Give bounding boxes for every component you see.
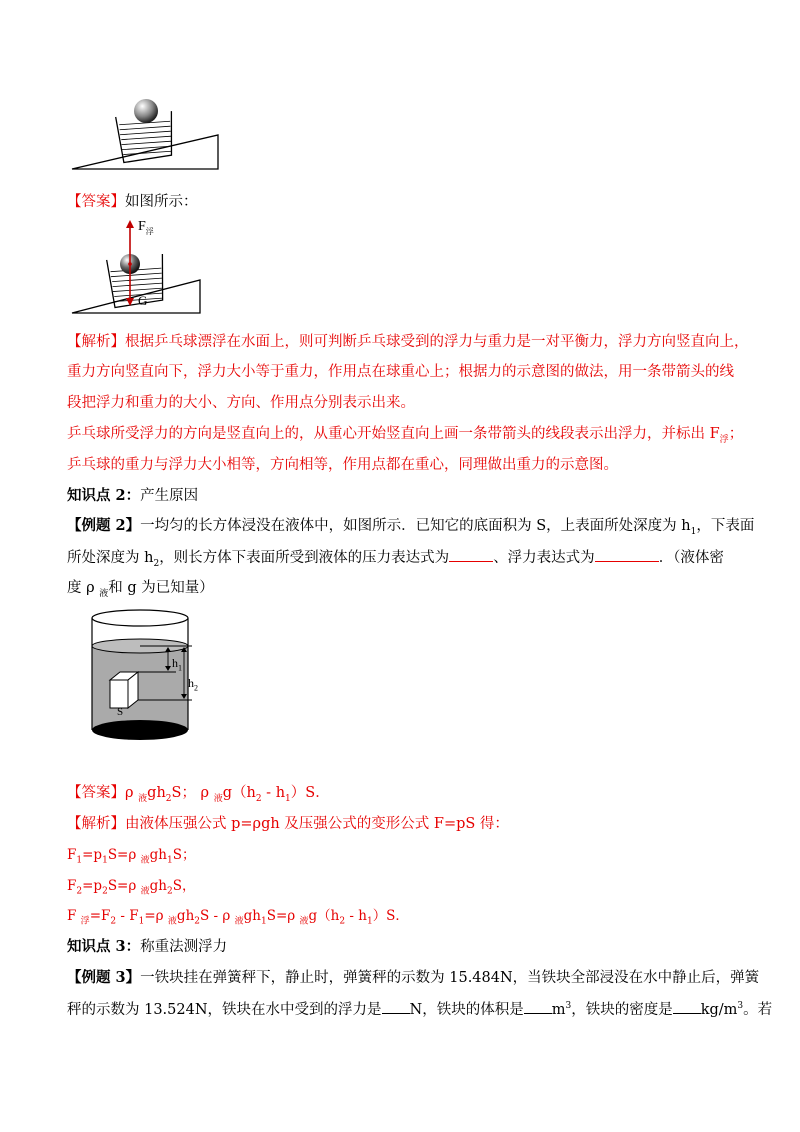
example-tag: 【例题 2】 [67, 517, 141, 534]
example-2-analysis: 【解析】由液体压强公式 p=ρgh 及压强公式的变形公式 F=pS 得： [67, 816, 509, 832]
example-3-line-2: 秤的示数为 13.524N，铁块在水中受到的浮力是 N，铁块的体积是 $m^3$，铁块的密度是 $kg/m^3$。若 [67, 999, 772, 1020]
answer-blank-density[interactable] [673, 999, 701, 1014]
kp-tag: 知识点 3： [67, 938, 141, 955]
analysis-tag: 【解析】 [67, 334, 125, 350]
answer-tag: 【答案】 [67, 194, 125, 210]
example-2-line-1: 【例题 2】一均匀的长方体浸没在液体中，如图所示．已知它的底面积为 S，上表面所处深度为 $h_1$，下表面 [67, 517, 755, 537]
label-h1: $h_1$ [172, 656, 182, 673]
example-2-line-2: 所处深度为 $h_2$，则长方体下表面所受到液体的压力表达式为 、浮力表达式为 ．（液体密 [67, 547, 724, 568]
label-buoyancy: $F_浮$ [138, 219, 154, 236]
answer-blank-volume[interactable] [524, 999, 552, 1014]
label-gravity: G [138, 293, 148, 308]
formula-f-buoyancy: F $_浮=F_2 - F_1=\rho$ $_液gh_2S$ - ρ $_液gh_1S=\rho$ $_液g(h_2 - h_1)S$． [67, 908, 409, 927]
cylinder-block-figure [80, 606, 220, 746]
answer-blank-buoyancy[interactable] [595, 547, 659, 562]
knowledge-point-3 [67, 937, 227, 957]
answer-blank-force[interactable] [382, 999, 410, 1014]
incline-beaker-figure [70, 95, 220, 175]
answer-text: 如图所示： [125, 194, 198, 210]
answer-blank-pressure[interactable] [449, 547, 493, 562]
analysis-line-4: 乒乓球所受浮力的方向是竖直向上的，从重心开始竖直向上画一条带箭头的线段表示出浮力，并标出 $F_浮$； [67, 426, 744, 445]
label-h2: $h_2$ [188, 676, 198, 693]
ball [134, 99, 158, 123]
analysis-line-3: 段把浮力和重力的大小、方向、作用点分别表示出来。 [67, 395, 415, 411]
answer-line-1 [67, 192, 198, 212]
example-2-answer: 【答案】ρ $_液gh_2S$； ρ $_液g(h_2 - h_1)S$． [67, 785, 330, 804]
kp-title: 产生原因 [140, 488, 199, 504]
formula-f1: $F_1=p_1S=\rho$ $_液gh_1S$； [67, 847, 196, 866]
example-3-line-1: 【例题 3】一铁块挂在弹簧秤下，静止时，弹簧秤的示数为 15.484N，当铁块全部浸没在水中静止后，弹簧 [67, 969, 760, 986]
label-s: S [117, 706, 124, 718]
kp-tag: 知识点 2： [67, 487, 141, 504]
kp-title: 称重法测浮力 [140, 939, 228, 955]
knowledge-point-2 [67, 486, 198, 506]
analysis-line-2: 重力方向竖直向下，浮力大小等于重力，作用点在球重心上；根据力的示意图的做法，用一条带箭头的线 [67, 364, 734, 380]
example-2-line-3: 度 ρ $_液$和 g 为已知量） [67, 580, 214, 599]
analysis-line-5: 乒乓球的重力与浮力大小相等，方向相等，作用点都在重心，同理做出重力的示意图。 [67, 457, 618, 473]
analysis-line-1: 【解析】根据乒乓球漂浮在水面上，则可判断乒乓球受到的浮力与重力是一对平衡力，浮力方向竖直向上， [67, 334, 749, 350]
formula-f2: $F_2=p_2S=\rho$ $_液gh_2S$， [67, 878, 196, 897]
example-tag: 【例题 3】 [67, 969, 141, 986]
